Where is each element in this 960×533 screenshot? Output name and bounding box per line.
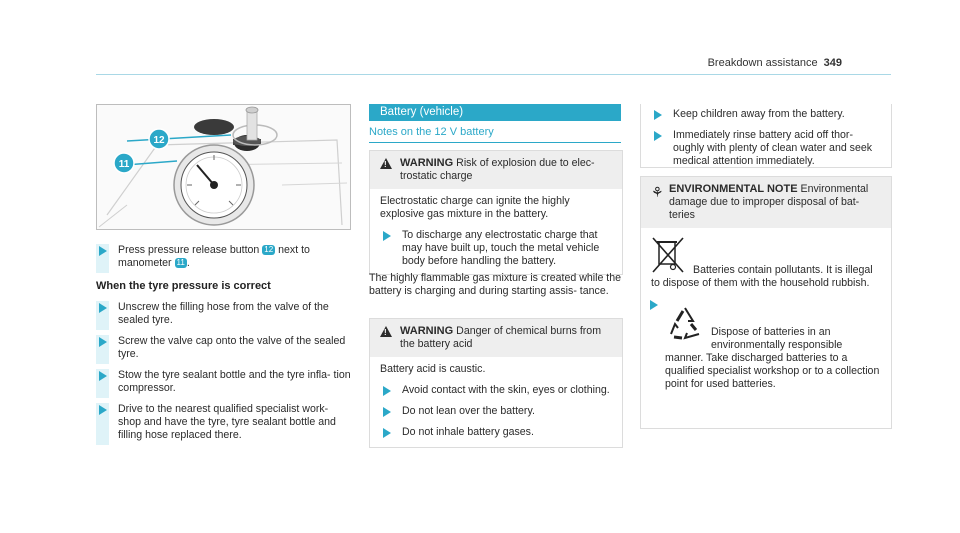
step-arrow-icon [99, 371, 107, 381]
step-dispose-batteries: Dispose of batteries in an environmentally responsible manner. Take discharged batteries to a qualified specialist workshop or to a collection point for used batteries. [651, 298, 881, 391]
warning-label: WARNING [400, 325, 454, 337]
step-no-inhale: Do not inhale battery gases. [380, 426, 612, 439]
warning-label: WARNING [400, 157, 454, 169]
environmental-label: ENVIRONMENTAL NOTE [669, 183, 798, 195]
callout-12-label: 12 [153, 135, 165, 146]
column-tyre-steps [96, 244, 351, 450]
header-rule [96, 74, 891, 75]
step-avoid-contact: Avoid contact with the skin, eyes or clothing. [380, 384, 612, 397]
step-arrow-icon [383, 407, 391, 417]
subsection-title: Notes on the 12 V battery [369, 126, 621, 143]
page-number: 349 [823, 57, 842, 69]
step-arrow-icon [650, 300, 658, 310]
section-title-band [369, 104, 621, 121]
step-discharge: To discharge any electrostatic charge that may have built up, touch the metal vehicle body before handling the battery. [380, 229, 612, 268]
step-drive-workshop: Drive to the nearest qualified specialist work- shop and have the tyre, tyre sealant bottle and filling hose replaced there. [96, 403, 351, 442]
warning-explosion-box: ! WARNING Risk of explosion due to elec- trostatic charge Electrostatic charge can ignite the highly explosive gas mixture in the battery. To discharge any electrostatic charge that may have built up, touch the metal vehicle body before handling the battery. [369, 150, 623, 275]
step-press-release: Press pressure release button 12 next to manometer 11 . [96, 244, 351, 270]
step-keep-children: Keep children away from the battery. [651, 108, 881, 121]
step-stow-bottle: Stow the tyre sealant bottle and the tyre infla- tion compressor. [96, 369, 351, 395]
step-arrow-icon [383, 386, 391, 396]
manometer-illustration [97, 105, 350, 229]
warning-triangle-icon [380, 158, 392, 169]
crossed-bin-icon [651, 236, 685, 276]
callout-11-label: 11 [118, 159, 130, 170]
header-section: Breakdown assistance [707, 57, 818, 69]
badge-12: 12 [264, 245, 274, 255]
step-arrow-icon [383, 428, 391, 438]
step-arrow-icon [99, 405, 107, 415]
gas-mixture-paragraph: The highly flammable gas mixture is created while the battery is charging and during starting assis- tance. [369, 272, 622, 297]
recycle-icon [665, 304, 705, 344]
step-unscrew-hose: Unscrew the filling hose from the valve of the sealed tyre. [96, 301, 351, 327]
environment-leaf-icon: ⚘ [651, 184, 664, 200]
running-header [708, 57, 842, 70]
warning-continued-box [640, 104, 892, 168]
step-arrow-icon [654, 110, 662, 120]
step-arrow-icon [383, 231, 391, 241]
pollutants-paragraph: Batteries contain pollutants. It is illegal to dispose of them with the household rubbish. [651, 264, 873, 289]
step-arrow-icon [99, 337, 107, 347]
warning-triangle-icon [380, 326, 392, 337]
step-screw-cap: Screw the valve cap onto the valve of the sealed tyre. [96, 335, 351, 361]
step-arrow-icon [99, 246, 107, 256]
tyre-sealant-figure [96, 104, 351, 230]
badge-11: 11 [176, 258, 185, 268]
step-arrow-icon [654, 131, 662, 141]
subheading-pressure-correct: When the tyre pressure is correct [96, 280, 271, 292]
step-no-lean: Do not lean over the battery. [380, 405, 612, 418]
warning-chemical-box: ! WARNING Danger of chemical burns from the battery acid Battery acid is caustic. Avoid contact with the skin, eyes or clothing. Do not lean over the battery. Do not inhale battery gases. [369, 318, 623, 448]
step-arrow-icon [99, 303, 107, 313]
step-rinse-acid: Immediately rinse battery acid off thor- oughly with plenty of clean water and seek medical attention immediately. [651, 129, 881, 168]
environmental-note-box: ⚘ ENVIRONMENTAL NOTE Environmental damage due to improper disposal of bat- teries Batteries contain pollutants. It is illegal to dispose of them with the household rubbish. Dispose of batteries in an environmentally responsible manner. Take discharged batteries to a qualified specialist workshop or to a collection point for used batteries. [640, 176, 892, 429]
section-title: Battery (vehicle) [380, 106, 464, 118]
